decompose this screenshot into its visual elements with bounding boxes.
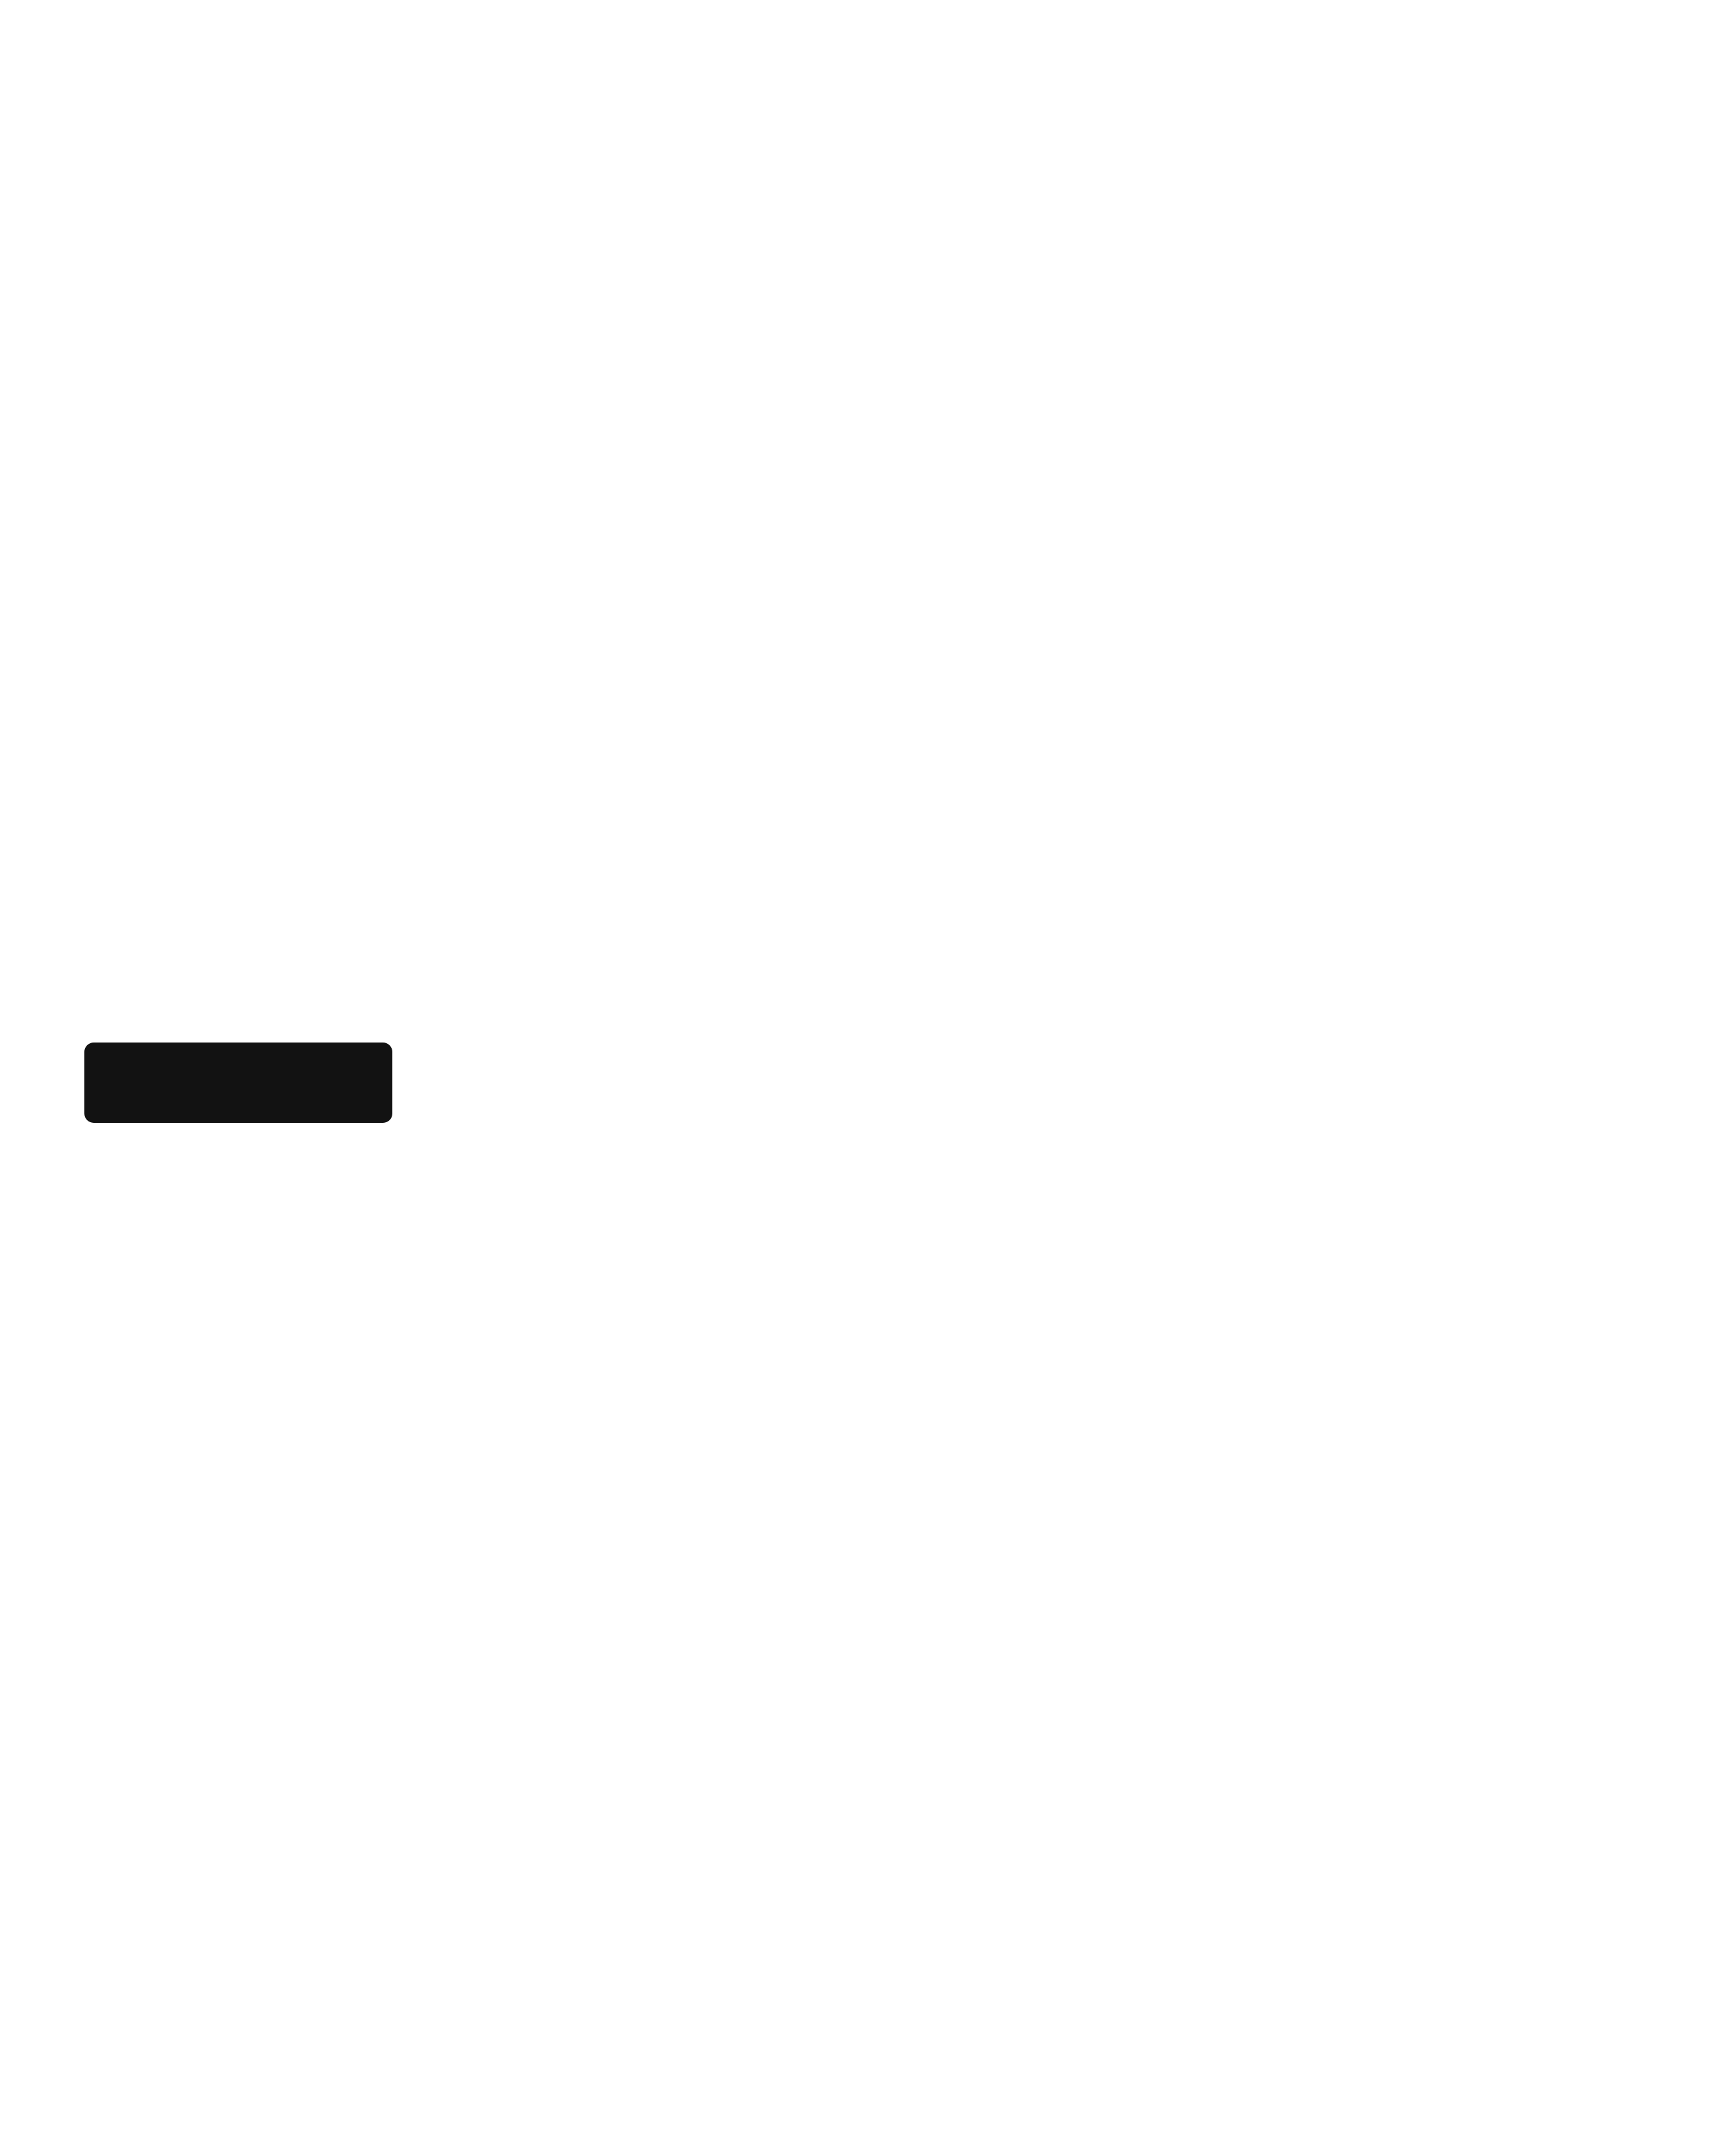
root-node[interactable] xyxy=(84,1043,392,1123)
